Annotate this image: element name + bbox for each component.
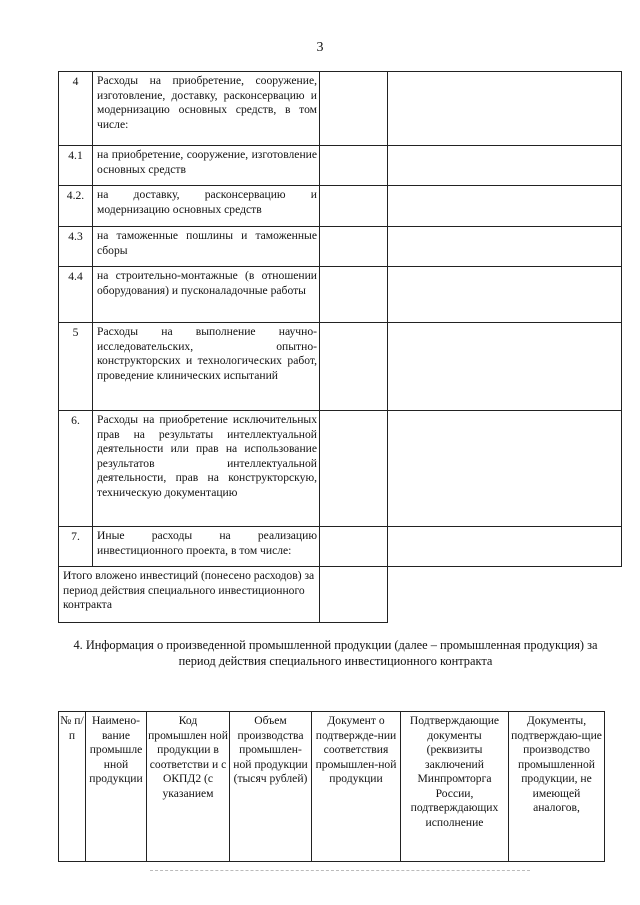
value-cell [388,72,622,146]
table-row [59,411,622,527]
scan-artifact-line [150,870,530,871]
value-cell [388,323,622,411]
total-label: Итого вложено инвестиций (понесено расходов) за период действия специального инвестиционного контракта [59,567,320,623]
value-cell [320,527,388,567]
table-row [59,146,622,186]
row-description: Расходы на выполнение научно-исследовательских, опытно-конструкторских и технологических работ, проведение клинических испытаний [93,323,320,411]
column-header: Подтверждающие документы (реквизиты заключений Минпромторга России, подтверждающих исполнение [401,712,509,862]
value-cell [320,186,388,227]
expense-table [58,71,622,623]
value-cell [388,186,622,227]
row-number: 4.4 [59,267,93,323]
row-number: 4.2. [59,186,93,227]
value-cell [388,227,622,267]
column-header: Объем производства промышлен-ной продукции (тысяч рублей) [230,712,312,862]
total-row [59,567,622,623]
row-description: на таможенные пошлины и таможенные сборы [93,227,320,267]
value-cell [320,323,388,411]
table-row [59,527,622,567]
row-number: 4 [59,72,93,146]
row-number: 6. [59,411,93,527]
product-table [58,711,605,862]
table-row [59,323,622,411]
row-description: на доставку, расконсервацию и модернизацию основных средств [93,186,320,227]
table-row [59,72,622,146]
table-row [59,186,622,227]
total-value-cell [320,567,388,623]
section-title: 4. Информация о произведенной промышленной продукции (далее – промышленная продукция) за период действия специального инвестиционного контракта [73,638,598,668]
value-cell [388,267,622,323]
column-header: Код промышлен ной продукции в соответстви и с ОКПД2 (с указанием [147,712,230,862]
value-cell [320,411,388,527]
row-number: 4.3 [59,227,93,267]
column-header: Документы, подтверждаю-щие производство промышленной продукции, не имеющей аналогов, [509,712,605,862]
value-cell [320,146,388,186]
table-header-row [59,712,605,862]
value-cell [388,527,622,567]
row-description: Расходы на приобретение исключительных прав на результаты интеллектуальной деятельности или прав на использование результатов интеллектуальной деятельности, прав на конструкторскую, техническую документацию [93,411,320,527]
row-number: 5 [59,323,93,411]
row-description: на приобретение, сооружение, изготовление основных средств [93,146,320,186]
row-description: Иные расходы на реализацию инвестиционного проекта, в том числе: [93,527,320,567]
table-row [59,227,622,267]
value-cell [320,227,388,267]
column-header: № п/п [59,712,86,862]
row-description: на строительно-монтажные (в отношении оборудования) и пусконаладочные работы [93,267,320,323]
column-header: Наимено-вание промышле нной продукции [86,712,147,862]
row-number: 4.1 [59,146,93,186]
page-number: 3 [316,40,324,55]
value-cell [388,411,622,527]
value-cell [388,146,622,186]
value-cell [320,72,388,146]
value-cell [320,267,388,323]
row-number: 7. [59,527,93,567]
table-row [59,267,622,323]
row-description: Расходы на приобретение, сооружение, изготовление, доставку, расконсервацию и модернизацию основных средств, в том числе: [93,72,320,146]
column-header: Документ о подтвержде-нии соответствия промышлен-ной продукции [312,712,401,862]
